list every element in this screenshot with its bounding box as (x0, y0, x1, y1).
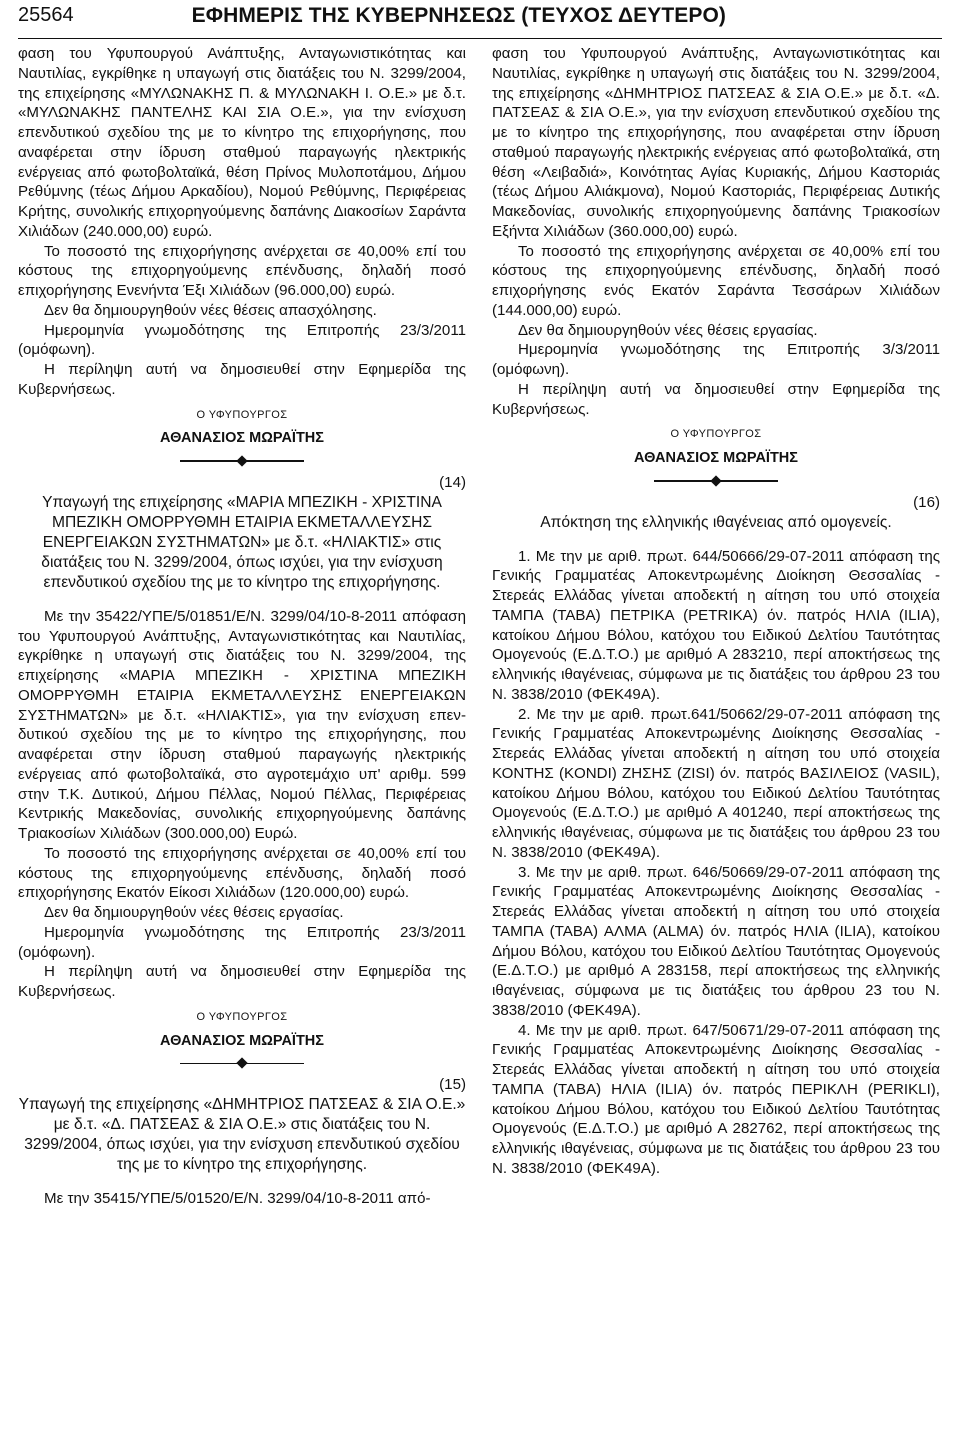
paragraph: Δεν θα δημιουργηθούν νέες θέσεις εργασίας. (44, 904, 344, 921)
minister-title: Ο ΥΦΥΠΟΥΡΓΟΣ (196, 408, 288, 421)
paragraph: Το ποσοστό της επιχορήγησης ανέρχεται σε 40,00% επί του κόστους της επιχορηγούμενης επένδυσης, δηλαδή ποσό επιχορήγησης Ενενήντα Έξι Χιλιάδων (96.000,00) ευρώ. (18, 242, 466, 299)
journal-title: ΕΦΗΜΕΡΙΣ ΤΗΣ ΚΥΒΕΡΝΗΣΕΩΣ (ΤΕΥΧΟΣ ΔΕΥΤΕΡΟ) (191, 4, 727, 27)
spacer (18, 593, 466, 607)
minister-name: ΑΘΑΝΑΣΙΟΣ ΜΩΡΑΪΤΗΣ (160, 1032, 324, 1049)
minister-name: ΑΘΑΝΑΣΙΟΣ ΜΩΡΑΪΤΗΣ (160, 430, 324, 447)
paragraph: Η περίληψη αυτή να δημοσιευθεί στην Εφημερίδα της Κυβερνήσεως. (18, 361, 466, 398)
paragraph: Η περίληψη αυτή να δημοσιευθεί στην Εφημερίδα της Κυβερνήσεως. (18, 963, 466, 1000)
paragraph: Η περίληψη αυτή να δημοσιευθεί στην Εφημερίδα της Κυβερνήσεως. (492, 380, 940, 418)
minister-title: Ο ΥΦΥΠΟΥΡΓΟΣ (196, 1010, 288, 1023)
paragraph: Ημερομηνία γνωμοδότησης της Επιτροπής 3/3/2011 (ομόφωνη). (492, 341, 940, 378)
minister-title: Ο ΥΦΥΠΟΥΡΓΟΣ (670, 428, 762, 441)
paragraph: Δεν θα δημιουργηθούν νέες θέσεις απασχόλησης. (44, 301, 377, 319)
page-header (18, 4, 942, 39)
paragraph: Με την 35415/ΥΠΕ/5/01520/Ε/Ν. 3299/04/10-8-2011 από- (44, 1190, 431, 1207)
list-item: 3. Με την με αριθ. πρωτ. 646/50669/29-07-2011 απόφαση της Γενικής Γραμματέας Αποκεντρωμένης Διοίκησης Θεσσαλίας - Στερεάς Ελλάδας γίνεται αποδεκτή η αίτηση του υπό στοιχεία ΤΑΜΠΑ (ΤΑΒΑ) ΑΛΜΑ (ALMA) όν. πατρός ΗΛΙΑ (ILIA), κατοίκου Δήμου Βόλου, κατόχου του Ειδικού Δελτίου Ταυτότητας Ομογενούς (Ε.Δ.Τ.Ο.) με αριθμό Α 283158, περί αποκτήσεως της ελληνικής ιθαγένειας, σύμφωνα με τις διατάξεις του άρθρου 23 του Ν. 3838/2010 (ΦΕΚ49Α). (492, 863, 940, 1019)
paragraph: Ημερομηνία γνωμοδότησης της Επιτροπής 23/3/2011 (ομόφωνη). (18, 923, 466, 961)
paragraph: φαση του Υφυπουργού Ανάπτυξης, Ανταγωνιστικότητας και Ναυτιλίας, εγκρίθηκε η υπαγωγή στις διατάξεις του Ν. 3299/2004, της επιχείρησης «ΔΗΜΗΤΡΙΟΣ ΠΑΤΣΕΑΣ & ΣΙΑ Ο.Ε.» με δ.τ. «Δ. ΠΑΤΣΕΑΣ & ΣΙΑ Ο.Ε.», για την ενίσχυση επενδυτικού σχεδίου της με το κίνητρο της επιχορήγησης, που αναφέρεται στην ίδρυση σταθμού παραγωγής ηλεκτρικής ενέργειας από φωτοβολταϊκά, στη θέση «Λειβαδιά», Κοινότητας Αγίας Κυριακής, Δήμου Καστοριάς (τέως Δήμου Αλιάκμονα), Νομού Καστοριάς, Περιφέρειας Δυτικής Μακεδονίας, συνολικής επιχορηγούμενης δαπάνης Τριακοσίων Εξήντα Χιλιάδων (360.000,00) ευρώ. (492, 45, 940, 240)
left-column (18, 44, 466, 1209)
list-item: 4. Με την με αριθ. πρωτ. 647/50671/29-07-2011 απόφαση της Γενικής Γραμματέας Αποκεντρωμένης Διοίκησης Θεσσαλίας - Στερεάς Ελλάδας γίνεται αποδεκτή η αίτηση του υπό στοιχεία ΤΑΜΠΑ (ΤΑΒΑ) ΗΛΙΑ (ILIA) όν. πατρός ΠΕΡΙΚΛΗ (PERIKLI), κατοίκου Δήμου Βόλου, κατόχου του Ειδικού Δελτίου Ταυτότητας Ομογενούς (Ε.Δ.Τ.Ο.) με αριθμό Α 282762, περί αποκτήσεως της ελληνικής ιθαγένειας, σύμφωνα με τις διατάξεις του άρθρου 23 του Ν. 3838/2010 (ΦΕΚ49Α). (492, 1021, 940, 1177)
section-separator (492, 475, 940, 487)
section-separator (18, 1057, 466, 1069)
section-heading: Υπαγωγή της επιχείρησης «ΜΑΡΙΑ ΜΠΕΖΙΚΗ - ΧΡΙΣΤΙΝΑ ΜΠΕΖΙΚΗ ΟΜΟΡΡΥΘΜΗ ΕΤΑΙΡΙΑ ΕΚΜΕΤΑΛΛΕΥΣΗΣ ΕΝΕΡΓΕΙΑΚΩΝ ΣΥΣΤΗΜΑΤΩΝ» με δ.τ. «ΗΛΙΑΚΤΙΣ» στις διατάξεις του Ν. 3299/2004, όπως ισχύει, για την ενίσχυση επενδυτικού σχεδίου της με το κίνητρο της επιχορήγησης. (41, 493, 443, 591)
diamond-icon (236, 1058, 247, 1069)
diamond-icon (236, 455, 247, 466)
spacer (18, 1175, 466, 1189)
separator-line (180, 460, 238, 462)
paragraph: Δεν θα δημιουργηθούν νέες θέσεις εργασίας. (518, 321, 818, 339)
separator-line (180, 1063, 238, 1065)
separator-line (720, 480, 778, 482)
separator-line (246, 460, 304, 462)
paragraph: φαση του Υφυπουργού Ανάπτυξης, Ανταγωνιστικότητας και Ναυτιλίας, εγκρίθηκε η υπαγωγή στις διατάξεις του Ν. 3299/2004, της επιχείρησης «ΜΥΛΩΝΑΚΗΣ Π. & ΜΥΛΩΝΑΚΗ Ι. Ο.Ε.» με δ.τ. «ΜΥΛΩΝΑΚΗΣ ΠΑΝΤΕΛΗΣ ΚΑΙ ΣΙΑ Ο.Ε.», για την ενίσχυση επενδυτικού σχεδίου της με το κίνητρο της επιχορήγησης, που αναφέρεται στην ίδρυση σταθμού παραγωγής ηλεκτρικής ενέργειας από φωτοβολταϊκά, θέση Πρίνος Μυλοποτάμου, Δήμου Ρεθύμνης (τέως Δήμου Αρκαδίου), Νομού Ρεθύμνης, Περιφέρειας Κρήτης, συνολικής επιχορηγούμενης δαπάνης Διακοσίων Σαράντα Χιλιάδων (240.000,00) ευρώ. (18, 45, 466, 240)
diamond-icon (710, 475, 721, 486)
section-separator (18, 455, 466, 467)
list-item: 2. Με την με αριθ. πρωτ.641/50662/29-07-2011 απόφαση της Γενικής Γραμματέας Αποκεντρωμένης Διοίκησης Θεσσαλίας - Στερεάς Ελλάδας γίνεται αποδεκτή η αίτηση του υπό στοιχεία ΚΟΝΤΗΣ (KONDI) ΖΗΣΗΣ (ZISI) όν. πατρός ΒΑΣΙΛΕΙΟΣ (VASIL), κατοίκου Δήμου Βόλου, κατόχου του Ειδικού Δελτίου Ταυτότητας Ομογενούς (Ε.Δ.Τ.Ο.) με αριθμό Α 401240, περί αποκτήσεως της ελληνικής ιθαγένειας, σύμφωνα με τις διατάξεις του άρθρου 23 του Ν. 3838/2010 (ΦΕΚ49Α). (492, 705, 940, 861)
paragraph: Το ποσοστό της επιχορήγησης ανέρχεται σε 40,00% επί του κόστους της επιχορηγούμενης επένδυσης, δηλαδή ποσό επιχορήγησης Εκατόν Είκοσι Χιλιάδων (120.000,00) ευρώ. (18, 844, 466, 902)
section-heading: Απόκτηση της ελληνικής ιθαγένειας από ομογενείς. (540, 513, 892, 531)
separator-line (654, 480, 712, 482)
section-number: (16) (913, 493, 940, 511)
spacer (492, 533, 940, 547)
section-number: (15) (439, 1076, 466, 1094)
paragraph: Το ποσοστό της επιχορήγησης ανέρχεται σε 40,00% επί του κόστους της επιχορηγούμενης επένδυσης, δηλαδή ποσό επιχορήγησης ενός Εκατόν Σαράντα Τεσσάρων Χιλιάδων (144.000,00) ευρώ. (492, 242, 940, 319)
section-number: (14) (439, 474, 466, 491)
list-item: 1. Με την με αριθ. πρωτ. 644/50666/29-07-2011 απόφαση της Γενικής Γραμματέας Αποκεντρωμένης Διοίκηση Θεσσαλίας - Στερεάς Ελλάδας γίνεται αποδεκτή η αίτηση του υπό στοιχεία ΤΑΜΠΑ (ΤΑΒΑ) ΠΕΤΡΙΚΑ (PETRIKA) όν. πατρός ΗΛΙΑ (ILIA), κατοίκου Δήμου Βόλου, κατόχου του Ειδικού Δελτίου Ταυτότητας Ομογενούς (Ε.Δ.Τ.Ο.) με αριθμό Α 283210, περί αποκτήσεως της ελληνικής ιθαγένειας, σύμφωνα με τις διατάξεις του άρθρου 23 του Ν. 3838/2010 (ΦΕΚ49Α). (492, 547, 940, 703)
paragraph: Ημερομηνία γνωμοδότησης της Επιτροπής 23/3/2011 (ομόφωνη). (18, 321, 466, 359)
minister-name: ΑΘΑΝΑΣΙΟΣ ΜΩΡΑΪΤΗΣ (634, 450, 798, 466)
page-number: 25564 (18, 4, 74, 26)
paragraph: Με την 35422/ΥΠΕ/5/01851/Ε/Ν. 3299/04/10-8-2011 απόφαση του Υφυπουργού Ανάπτυξης, Ανταγωνιστικότητας και Ναυτιλίας, εγκρίθηκε η υπαγωγή στις διατάξεις του Ν. 3299/2004, της επιχείρησης «ΜΑΡΙΑ ΜΠΕΖΙΚΗ - ΧΡΙΣΤΙΝΑ ΜΠΕΖΙΚΗ ΟΜΟΡΡΥΘΜΗ ΕΤΑΙΡΙΑ ΕΚΜΕΤΑΛΛΕΥΣΗΣ ΕΝΕΡΓΕΙΑΚΩΝ ΣΥΣΤΗΜΑΤΩΝ» με δ.τ. «ΗΛΙΑΚΤΙΣ», για την ενίσχυση επενδυτικού σχεδίου της με το κίνητρο της επιχορήγησης, που αναφέρεται στην ίδρυση σταθμού παραγωγής ηλεκτρικής ενέργειας από φωτοβολταϊκά, στο αγροτεμάχιο υπ' αριθμ. 599 στην Τ.Κ. Δυτικού, Δήμου Πέλλας, Νομού Πέλλας, Περιφέρειας Κεντρικής Μακεδονίας, συνολικής επιχορηγούμενης δαπάνης Τριακοσίων Χιλιάδων (300.000,00) Ευρώ. (18, 607, 466, 842)
separator-line (246, 1063, 304, 1065)
right-column (492, 44, 940, 1179)
section-heading: Υπαγωγή της επιχείρησης «ΔΗΜΗΤΡΙΟΣ ΠΑΤΣΕΑΣ & ΣΙΑ Ο.Ε.» με δ.τ. «Δ. ΠΑΤΣΕΑΣ & ΣΙΑ Ο.Ε.» στις διατάξεις του Ν. 3299/2004, όπως ισχύει, για την ενίσχυση επενδυτικού σχεδίου της με το κίνητρο της επιχορήγησης. (18, 1096, 466, 1173)
